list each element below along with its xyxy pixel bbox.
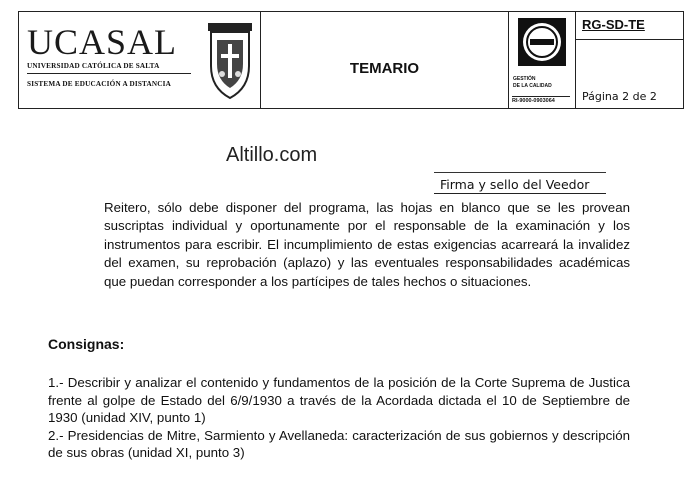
signature-underline <box>434 193 606 194</box>
iram-seal-icon <box>518 18 566 66</box>
consigna-item: 1.- Describir y analizar el contenido y fundamentos de la posición de la Corte Suprema de Justica frente al golpe de Estado del 6/9/1930 a través de la Acordada dictada el 10 de Septiembre de 1930 (unidad XIV, punto 1) <box>48 375 630 426</box>
document-title-cell <box>261 12 509 108</box>
institution-name: UCASAL <box>27 22 178 62</box>
intro-paragraph: Reitero, sólo debe disponer del programa, las hojas en blanco que se les provean suscriptas individual y oportunamente por el responsable de la examinación y los instrumentos para escribir. El incumplimiento de estas exigencias acarreará la invalidez del examen, su reprobación (aplazo) y las eventuales responsabilidades académicas que puedan corresponder a los partícipes de tales hechos o situaciones. <box>104 200 630 289</box>
institution-full-name: UNIVERSIDAD CATÓLICA DE SALTA <box>27 62 160 70</box>
education-system: SISTEMA DE EDUCACIÓN A DISTANCIA <box>27 80 172 88</box>
certification-cell <box>509 12 576 108</box>
certification-number: RI-9000-0903064 <box>512 98 555 104</box>
institution-logo-cell <box>19 12 261 108</box>
logo-divider <box>27 73 191 74</box>
page-number: Página 2 de 2 <box>582 90 657 103</box>
watermark-text: Altillo.com <box>226 144 318 166</box>
consigna-item: 2.- Presidencias de Mitre, Sarmiento y Avellaneda: caracterización de sus gobiernos y descripción de sus obras (unidad XI, punto 3) <box>48 427 630 461</box>
consignas-list <box>48 374 630 462</box>
document-code-cell <box>576 12 683 108</box>
consignas-heading: Consignas: <box>48 336 125 352</box>
code-divider <box>576 39 683 40</box>
document-header <box>18 11 684 109</box>
signature-line <box>434 172 606 173</box>
document-code: RG-SD-TE <box>582 17 645 32</box>
certification-divider <box>512 96 570 97</box>
document-title: TEMARIO <box>349 60 420 77</box>
certification-label: GESTIÓN DE LA CALIDAD <box>513 76 552 89</box>
signature-label: Firma y sello del Veedor <box>440 177 590 192</box>
university-crest-icon <box>207 22 253 100</box>
